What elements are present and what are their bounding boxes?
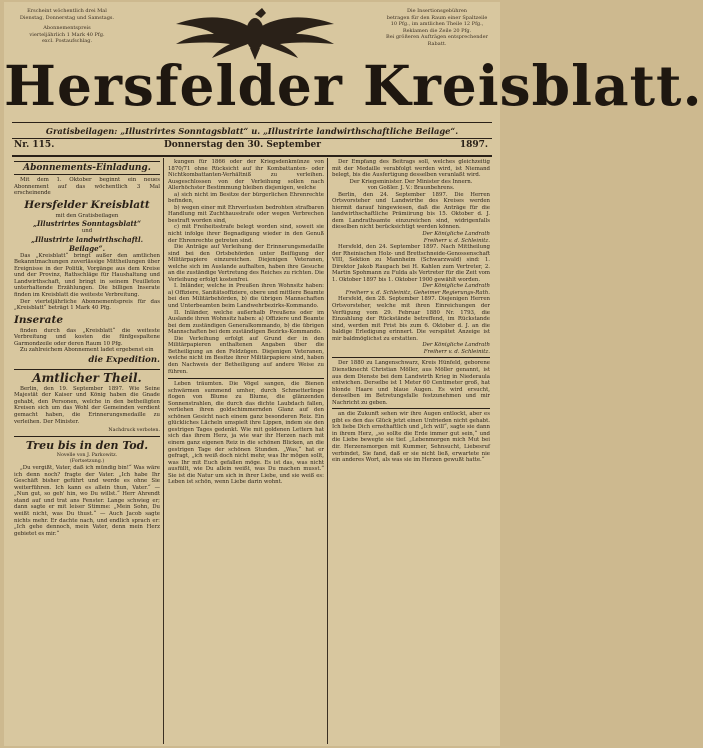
kreisblatt-description: Das „Kreisblatt“ bringt außer den amtlichen Bekanntmachungen zuverlässige Mittheilungen über Ereignisse in der Politik, Vorgänge aus dem Kreise und der Provinz, Rathschläge für Haushaltung und Landwirthschaft, und bringt in seinem Feuilleton unterhaltende Erzählungen. Die billigen Inserate finden im Kreisblatt die weiteste Verbreitung. [14,252,160,299]
notice-text: Der Empfang des Beitrags soll, welches gleichzeitig mit der Medaille verabfolgt werden wird, ist Niemand belegt, bis die Ausfertigung desselben veranlaßt wird. [332,159,490,179]
supplements-line: Gratisbeilagen: „Illustrirtes Sonntagsblatt“ u. „Illustrirte landwirthschaftliche Beilage“. [45,126,459,136]
medal-text: kungen für 1866 oder der Kriegsdenkmünze von 1870/71 ohne Rücksicht auf ihr Kombattanten- oder Nichtkombattanten-Verhältniß zu verleihen. Ausgeschlossen von der Verleihung sollen nach Allerhöchster Bestimmung bleiben diejenigen, welche [168,159,324,192]
medal-item: c) mit Freiheitsstrafe belegt worden sind, soweit sie nicht infolge ihrer Begnadigung wieder in den Genuß der Ehrenrechte getreten sind. [168,224,324,244]
landrath-signature: Der Königliche Landrath [422,342,490,349]
subscription-line: Erscheint wöchentlich drei Mal [27,8,107,14]
minister-names: von Goßler. J. V.: Braunbehrens. [367,185,455,192]
fee-line: Bei größeren Aufträgen entsprechender [386,34,488,41]
with-supplements: mit den Gratisbeilagen [55,212,119,219]
landrath-name: Freiherr v. d. Schleinitz, Geheimer Regierungs-Rath. [345,289,490,296]
reprint-notice: Nachdruck verboten. [108,428,160,434]
masthead-title: Hersfelder Kreisblatt. [4,53,703,118]
medal-text: II. Inländer, welche außerhalb Preußens oder im Auslande ihren Wohnsitz haben: a) Offiziere und Beamte bei dem zuständigen Generalkommando, b) die übrigen Mannschaften bei dem zuständigen Bezirks-Kommando. [168,309,324,336]
column-2 [168,159,324,744]
notice-text: Berlin, den 24. September 1897. Die Herren Ortsvorsteher und Landwirthe des Kreises werden hiermit darauf hingewiesen, daß die Anträge für die landwirthschaftliche Prämiirung bis 15. Oktober d. J. dem Landrathsamte einzureichen sind, widrigenfalls dieselben nicht berücksichtigt werden können. [332,191,490,231]
subscription-price: Der vierteljährliche Abonnementspreis für das „Kreisblatt“ beträgt 1 Mark 40 Pfg. [14,298,160,312]
medal-text: Die Anträge auf Verleihung der Erinnerungsmedaille sind bei den Ortsbehörden unter Beifügung der Militärpapiere einzureichen. Diejenigen Veteranen, welche sich im Auslande aufhalten, haben ihre Gesuche an die zuständige Vertretung des Reiches zu richten. Die Verleihung erfolgt kostenfrei. [168,244,324,283]
landrath-signature: Der Königliche Landrath [422,283,490,290]
issue-bar [14,140,488,154]
subscription-text: Mit dem 1. Oktober beginnt ein neues Abonnement auf das wöchentlich 3 Mal erscheinende [14,177,160,197]
fee-line: betragen für den Raum einer Spaltzeile [386,14,488,21]
subscription-line: Dienstag, Donnerstag und Samstags. [19,14,115,21]
minister-titles: Der Kriegsminister. Der Minister des Innern. [349,178,473,185]
story-title: Treu bis in den Tod. [14,436,160,453]
subscription-invitation-heading: Abonnements-Einladung. [14,161,160,175]
official-notice: Berlin, den 19. September 1897. Wie Seine Majestät der Kaiser und König haben die Gnade gehabt, den Personen, welche in den betheiligten Kreisen sich um das Wohl der Gemeinden verdient gemacht haben, die Erinnerungsmedaille zu verleihen. Der Minister. [14,385,160,425]
column-1 [14,159,160,744]
medal-text: I. Inländer, welche in Preußen ihren Wohnsitz haben: a) Offiziere, Sanitätsoffiziere, obere und mittlere Beamte bei den Militärbehörden, b) die übrigen Mannschaften und Unterbeamten beim Landwehrbezirks-Kommando. [168,283,324,310]
supplement-landwirthschaft: „Illustrirte landwirthschaftl. Beilage“. [30,234,144,253]
story-text: Leben träumten. Die Vögel sangen, die Bienen schwärmen summend umher, durch Schmetterlinge flogen von Blume zu Blume, die glänzenden Sonnenstrahlen, die durch das dichte Laubdach fallen, verliehen ihren goldschimmernden Glanz auf den schönen Gesicht nach einem ganz besonderen Reiz. Ein glückliches Lächeln umspielt ihre Lippen, indem sie den gestrigen Tages gedenkt. Wie mit goldenen Lettern hat sich das ihrem Herz, ja wie war ihr Herzen nach mit einem ganz eigenen Reiz in die schönen Blicken, an die gestrigen Tage der schönen Stunden. „Was,“ hat er gefragt, „ich weiß doch nicht mehr, was Ihr mögen sollt, was Ihr mit Euch gefallen möge. Es ist das, was nicht ausfüllt, wie Du allein weißt, was Du machen musst.“ Sie ist die Natur um sich in ihrer Liebe, und sie weiß es: Leben ist schön, wenn Liebe darin wohnt. [168,381,324,486]
notice-text: Hersfeld, den 24. September 1897. Nach Mittheilung der Rheinischen Holz- und Brettschneide-Genossenschaft VIII, Sektion zu Mannheim (Schwarzwald) sind: 1. Direktor Jakob Raupach bei H. Kahlen zum Vertreter, 2. Martin Spohmann zu Fulda als Vertreter für die Zeit vom 1. Oktober 1897 bis 1. Oktober 1900 gewählt worden. [332,244,490,283]
medal-text: Die Verleihung erfolgt auf Grund der in den Militärpapieren enthaltenen Angaben über die Betheiligung an den Feldzügen. Diejenigen Veteranen, welche nicht im Besitze ihrer Militärpapiere sind, haben den Nachweis der Betheiligung auf andere Weise zu führen. [168,335,324,375]
official-section-heading: Amtlicher Theil. [14,369,160,386]
story-continuation: (Fortsetzung.) [69,459,105,465]
inserate-text: finden durch das „Kreisblatt“ die weiteste Verbreitung und kosten die fünfgespaltene Garmondzeile oder deren Raum 10 Pfg. [14,327,160,347]
notice-text: Hersfeld, den 28. September 1897. Diejenigen Herren Ortsvorsteher, welche mit ihren Einreichungen der Verfügung vom 29. Februar 1880 Nr. 1793, die Einzahlung der Rückstände betreffend, im Rückstande sind, werden mit Frist bis zum 6. Oktober d. J. an die baldige Erledigung erinnert. Die verspätet Anzeige ist mir baldmöglichst zu erstatten. [332,296,490,342]
landrath-name: Freiherr v. d. Schleinitz. [423,237,490,244]
newspaper-page [4,2,703,746]
issue-year: 1897. [459,140,488,150]
kreisblatt-title: Hersfelder Kreisblatt [24,198,150,211]
landrath-signature: Der Königliche Landrath [422,231,490,238]
medal-item: b) wegen einer mit Ehrverlusten bedrohten strafbaren Handlung mit Zuchthausstrafe oder wegen Verbrechen bestraft worden sind, [168,204,324,224]
notice-text: Der 1880 zu Langenschwarz, Kreis Hünfeld, geborene Dienstknecht Christian Möller, aus Möller genannt, ist aus dem Dienste bei dem Landwirth Krieg in Niederaula entwichen. Derselbe ist 1 Meter 60 Centimeter groß, hat blonde Haare und blaue Augen. Es wird ersucht, denselben im Betretungsfalle festzunehmen und mir Nachricht zu geben. [332,360,490,406]
fee-line: Rabatt. [427,40,447,47]
expedition-signature: die Expedition. [88,354,160,365]
issue-date: Donnerstag den 30. September [164,140,322,150]
subscription-info [12,8,122,45]
supplement-sonntagsblatt: „Illustrirtes Sonntagsblatt“ [32,219,142,229]
subscription-line: vierteljährlich 1 Mark 40 Pfg. [29,31,105,38]
story-author: Novelle von J. Parkowitz. [56,453,118,459]
subscription-line: Abonnementspreis [43,25,91,32]
story-text: „Du vergißt, Vater, daß ich mündig bin!“ Was wäre ich denn noch? fragte der Vater. „Ich habe Ihr Geschäft bisher geführt und werde es ohne Sie weiterführen. Ich kann es allein thun, Vater.“ — „Nun gut, so geh' hin, wo Du willst.“ Herr Ahrendt stand auf und trat ans Fenster. Lange schwieg er; dann sagte er mit leiser Stimme: „Mein Sohn, Du weißt nicht, was Du thust.“ — Auch Jacob sagte nichts mehr. Er dachte nach, und endlich sprach er: „Ich gehe dennoch, mein Vater, denn mein Herz gebietet es mir.“ [14,465,160,537]
fee-line: 10 Pfg., im amtlichen Theile 12 Pfg., [390,21,484,28]
landrath-name: Freiherr v. d. Schleinitz. [423,348,490,355]
insertion-fees [382,8,492,48]
supplement-and: und [81,228,93,235]
subscription-line: excl. Postaufschlag. [41,38,93,45]
inserate-heading: Inserate [14,313,64,326]
column-3 [332,159,490,744]
invitation-closing: Zu zahlreichem Abonnement ladet ergebenst ein [20,347,154,354]
fee-line: Reklamen die Zeile 20 Pfg. [402,27,472,34]
medal-item: a) sich nicht im Besitze der bürgerlichen Ehrenrechte befinden, [168,191,324,205]
issue-number: Nr. 115. [14,140,55,150]
story-text: an die Zukunft sehen wir ihre Augen entlockt, aber es gibt es den das Glück jetzt einen Unfrieden nicht gehabt. Ich liebe Dich ernsthaftlich und „Ich will“, sagte sie dann in ihrem Herz, „so sollte die Erde immer gut sein,“ und die Liebe bewegte sie tief. „Lebenmorgen mich Mut bei dir. Herzensmorgen mit Kummer, Sehnsucht, Liebesruf verbindet, Sie fand, daß er sie nicht ließ, erwartete nie ein anderes Wort, als was sie im Herzen gewußt hatte.“ [332,411,490,464]
fee-line: Die Insertionsgebühren [406,8,468,14]
